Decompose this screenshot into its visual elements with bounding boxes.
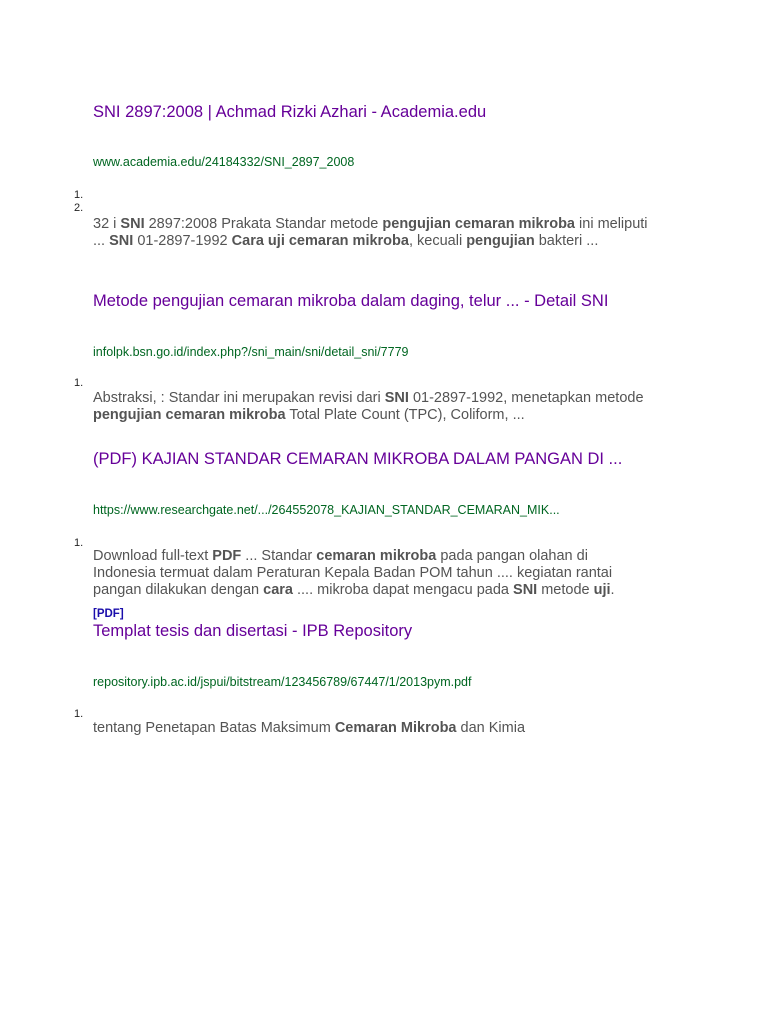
result-2-marker-1: 1. — [74, 377, 84, 389]
result-4-pdf-tag: [PDF] — [93, 608, 124, 620]
snippet-text: Download full-text — [93, 548, 213, 564]
snippet-text: .... mikroba dapat mengacu pada — [292, 582, 514, 598]
snippet-text: 01-2897-1992, menetapkan metode — [408, 390, 644, 406]
result-4-snippet — [93, 720, 653, 737]
snippet-highlight: uji — [593, 582, 611, 598]
snippet-highlight: SNI — [120, 216, 145, 232]
result-4-marker-1: 1. — [74, 708, 84, 720]
snippet-highlight: pengujian cemaran mikroba — [382, 216, 575, 232]
snippet-highlight: Cara uji cemaran mikroba — [231, 233, 409, 249]
snippet-text: ini meliputi ... — [93, 216, 648, 249]
result-2-snippet — [93, 390, 653, 424]
snippet-text: Abstraksi, : Standar ini merupakan revisi dari — [93, 390, 385, 406]
snippet-highlight: SNI — [513, 582, 538, 598]
snippet-text: dan Kimia — [456, 720, 526, 736]
result-1-title[interactable]: SNI 2897:2008 | Achmad Rizki Azhari - Academia.edu — [93, 103, 487, 121]
snippet-text: 32 i — [93, 216, 121, 232]
result-1-marker-1: 1. — [74, 189, 84, 201]
result-4-title[interactable]: Templat tesis dan disertasi - IPB Repository — [93, 622, 413, 640]
snippet-text: ... Standar — [241, 548, 317, 564]
result-4-url[interactable]: repository.ipb.ac.id/jspui/bitstream/123456789/67447/1/2013pym.pdf — [93, 675, 472, 689]
result-1-snippet — [93, 216, 653, 250]
snippet-text: 2897:2008 Prakata Standar metode — [144, 216, 383, 232]
snippet-highlight: pengujian cemaran mikroba — [93, 407, 286, 423]
result-3-snippet — [93, 548, 653, 599]
snippet-text: tentang Penetapan Batas Maksimum — [93, 720, 335, 736]
snippet-highlight: pengujian — [466, 233, 535, 249]
snippet-highlight: cemaran mikroba — [316, 548, 437, 564]
result-1-url[interactable]: www.academia.edu/24184332/SNI_2897_2008 — [93, 155, 355, 169]
snippet-text: pada pangan olahan di Indonesia termuat dalam Peraturan Kepala Badan POM tahun .... kegiatan rantai pangan dilakukan dengan — [93, 548, 613, 598]
snippet-text: . — [610, 582, 615, 598]
snippet-highlight: PDF — [212, 548, 242, 564]
snippet-text: Total Plate Count (TPC), Coliform, ... — [285, 407, 525, 423]
snippet-text: metode — [537, 582, 594, 598]
snippet-highlight: SNI — [384, 390, 409, 406]
snippet-text: , kecuali — [408, 233, 467, 249]
snippet-highlight: Cemaran Mikroba — [334, 720, 457, 736]
snippet-highlight: SNI — [109, 233, 134, 249]
result-1-marker-2: 2. — [74, 202, 84, 214]
snippet-text: bakteri ... — [534, 233, 599, 249]
result-3-marker-1: 1. — [74, 537, 84, 549]
snippet-text: 01-2897-1992 — [133, 233, 232, 249]
snippet-highlight: cara — [263, 582, 293, 598]
result-2-title[interactable]: Metode pengujian cemaran mikroba dalam daging, telur ... - Detail SNI — [93, 292, 609, 310]
result-3-title[interactable]: (PDF) KAJIAN STANDAR CEMARAN MIKROBA DALAM PANGAN DI ... — [93, 450, 623, 468]
result-2-url[interactable]: infolpk.bsn.go.id/index.php?/sni_main/sni/detail_sni/7779 — [93, 345, 409, 359]
result-3-url[interactable]: https://www.researchgate.net/.../264552078_KAJIAN_STANDAR_CEMARAN_MIK... — [93, 503, 560, 517]
